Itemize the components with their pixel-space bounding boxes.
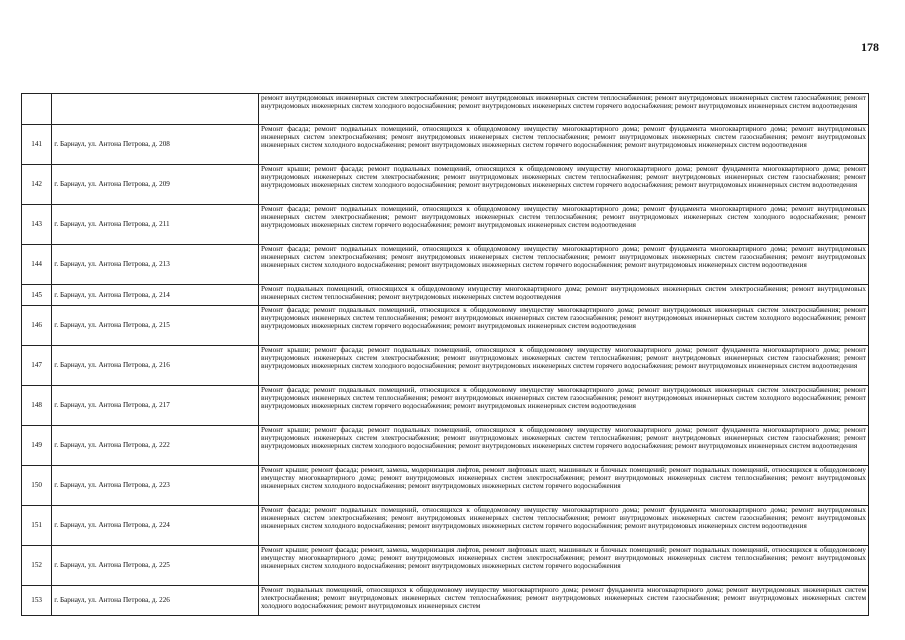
row-number: 142	[22, 165, 52, 205]
row-address: г. Барнаул, ул. Антона Петрова, д. 225	[52, 546, 259, 586]
table-row	[22, 205, 869, 245]
page-number: 178	[861, 40, 879, 54]
table-row	[22, 245, 869, 285]
row-number: 145	[22, 285, 52, 306]
row-works: Ремонт фасада; ремонт подвальных помещений, относящихся к общедомовому имуществу многоквартирного дома; ремонт фундамента многоквартирного дома; ремонт внутридомовых инженерных систем электроснабжения; ремонт внутридомовых инженерных систем теплоснабжения; ремонт внутридомовых инженерных систем газоснабжения; ремонт внутридомовых инженерных систем холодного водоснабжения; ремонт внутридомовых инженерных систем горячего водоснабжения; ремонт внутридомовых инженерных систем водоотведения	[258, 506, 868, 546]
table-row	[22, 306, 869, 346]
row-address: г. Барнаул, ул. Антона Петрова, д. 222	[52, 426, 259, 466]
table-row	[22, 386, 869, 426]
row-works: Ремонт фасада; ремонт подвальных помещений, относящихся к общедомовому имуществу многоквартирного дома; ремонт фундамента многоквартирного дома; ремонт внутридомовых инженерных систем электроснабжения; ремонт внутридомовых инженерных систем теплоснабжения; ремонт внутридомовых инженерных систем холодного водоснабжения; ремонт внутридомовых инженерных систем горячего водоснабжения; ремонт внутридомовых инженерных систем водоотведения	[258, 205, 868, 245]
row-number: 149	[22, 426, 52, 466]
row-number: 144	[22, 245, 52, 285]
row-number: 147	[22, 346, 52, 386]
row-number: 153	[22, 586, 52, 616]
row-number: 150	[22, 466, 52, 506]
row-address: г. Барнаул, ул. Антона Петрова, д. 211	[52, 205, 259, 245]
row-address: г. Барнаул, ул. Антона Петрова, д. 226	[52, 586, 259, 616]
row-address: г. Барнаул, ул. Антона Петрова, д. 223	[52, 466, 259, 506]
row-address: г. Барнаул, ул. Антона Петрова, д. 209	[52, 165, 259, 205]
row-number: 141	[22, 125, 52, 165]
row-address: г. Барнаул, ул. Антона Петрова, д. 214	[52, 285, 259, 306]
table-row	[22, 546, 869, 586]
table-row	[22, 586, 869, 616]
table-row	[22, 165, 869, 205]
row-works: Ремонт фасада; ремонт подвальных помещений, относящихся к общедомовому имуществу многоквартирного дома; ремонт фундамента многоквартирного дома; ремонт внутридомовых инженерных систем электроснабжения; ремонт внутридомовых инженерных систем теплоснабжения; ремонт внутридомовых инженерных систем газоснабжения; ремонт внутридомовых инженерных систем холодного водоснабжения; ремонт внутридомовых инженерных систем горячего водоснабжения; ремонт внутридомовых инженерных систем водоотведения	[258, 245, 868, 285]
table-row	[22, 125, 869, 165]
works-table-body	[22, 94, 869, 616]
row-address	[52, 94, 259, 125]
row-works: Ремонт крыши; ремонт фасада; ремонт, замена, модернизация лифтов, ремонт лифтовых шахт, машинных и блочных помещений; ремонт подвальных помещений, относящихся к общедомовому имуществу многоквартирного дома; ремонт внутридомовых инженерных систем электроснабжения; ремонт внутридомовых инженерных систем теплоснабжения; ремонт внутридомовых инженерных систем холодного водоснабжения; ремонт внутридомовых инженерных систем горячего водоснабжения	[258, 466, 868, 506]
row-works: Ремонт подвальных помещений, относящихся к общедомовому имуществу многоквартирного дома; ремонт внутридомовых инженерных систем электроснабжения; ремонт внутридомовых инженерных систем теплоснабжения; ремонт внутридомовых инженерных систем водоотведения	[258, 285, 868, 306]
row-works: ремонт внутридомовых инженерных систем электроснабжения; ремонт внутридомовых инженерных систем теплоснабжения; ремонт внутридомовых инженерных систем газоснабжения; ремонт внутридомовых инженерных систем холодного водоснабжения; ремонт внутридомовых инженерных систем горячего водоснабжения; ремонт внутридомовых инженерных систем водоотведения	[258, 94, 868, 125]
row-number: 152	[22, 546, 52, 586]
table-row	[22, 94, 869, 125]
table-row	[22, 346, 869, 386]
table-row	[22, 466, 869, 506]
row-works: Ремонт фасада; ремонт подвальных помещений, относящихся к общедомовому имуществу многоквартирного дома; ремонт внутридомовых инженерных систем электроснабжения; ремонт внутридомовых инженерных систем теплоснабжения; ремонт внутридомовых инженерных систем газоснабжения; ремонт внутридомовых инженерных систем холодного водоснабжения; ремонт внутридомовых инженерных систем горячего водоснабжения; ремонт внутридомовых инженерных систем водоотведения	[258, 386, 868, 426]
row-address: г. Барнаул, ул. Антона Петрова, д. 213	[52, 245, 259, 285]
table-row	[22, 506, 869, 546]
row-address: г. Барнаул, ул. Антона Петрова, д. 217	[52, 386, 259, 426]
row-works: Ремонт крыши; ремонт фасада; ремонт, замена, модернизация лифтов, ремонт лифтовых шахт, машинных и блочных помещений; ремонт подвальных помещений, относящихся к общедомовому имуществу многоквартирного дома; ремонт внутридомовых инженерных систем электроснабжения; ремонт внутридомовых инженерных систем теплоснабжения; ремонт внутридомовых инженерных систем холодного водоснабжения; ремонт внутридомовых инженерных систем горячего водоснабжения	[258, 546, 868, 586]
table-row	[22, 426, 869, 466]
table-row	[22, 285, 869, 306]
row-address: г. Барнаул, ул. Антона Петрова, д. 215	[52, 306, 259, 346]
row-number: 146	[22, 306, 52, 346]
row-address: г. Барнаул, ул. Антона Петрова, д. 216	[52, 346, 259, 386]
row-address: г. Барнаул, ул. Антона Петрова, д. 208	[52, 125, 259, 165]
row-works: Ремонт крыши; ремонт фасада; ремонт подвальных помещений, относящихся к общедомовому имуществу многоквартирного дома; ремонт фундамента многоквартирного дома; ремонт внутридомовых инженерных систем электроснабжения; ремонт внутридомовых инженерных систем теплоснабжения; ремонт внутридомовых инженерных систем газоснабжения; ремонт внутридомовых инженерных систем холодного водоснабжения; ремонт внутридомовых инженерных систем горячего водоснабжения; ремонт внутридомовых инженерных систем водоотведения	[258, 165, 868, 205]
row-works: Ремонт фасада; ремонт подвальных помещений, относящихся к общедомовому имуществу многоквартирного дома; ремонт внутридомовых инженерных систем электроснабжения; ремонт внутридомовых инженерных систем теплоснабжения; ремонт внутридомовых инженерных систем газоснабжения; ремонт внутридомовых инженерных систем холодного водоснабжения; ремонт внутридомовых инженерных систем горячего водоснабжения; ремонт внутридомовых инженерных систем водоотведения	[258, 306, 868, 346]
row-number: 151	[22, 506, 52, 546]
row-number: 148	[22, 386, 52, 426]
row-works: Ремонт фасада; ремонт подвальных помещений, относящихся к общедомовому имуществу многоквартирного дома; ремонт фундамента многоквартирного дома; ремонт внутридомовых инженерных систем электроснабжения; ремонт внутридомовых инженерных систем теплоснабжения; ремонт внутридомовых инженерных систем газоснабжения; ремонт внутридомовых инженерных систем холодного водоснабжения; ремонт внутридомовых инженерных систем горячего водоснабжения; ремонт внутридомовых инженерных систем водоотведения	[258, 125, 868, 165]
row-works: Ремонт крыши; ремонт фасада; ремонт подвальных помещений, относящихся к общедомовому имуществу многоквартирного дома; ремонт фундамента многоквартирного дома; ремонт внутридомовых инженерных систем электроснабжения; ремонт внутридомовых инженерных систем теплоснабжения; ремонт внутридомовых инженерных систем газоснабжения; ремонт внутридомовых инженерных систем холодного водоснабжения; ремонт внутридомовых инженерных систем горячего водоснабжения; ремонт внутридомовых инженерных систем водоотведения	[258, 346, 868, 386]
row-works: Ремонт подвальных помещений, относящихся к общедомовому имуществу многоквартирного дома; ремонт фундамента многоквартирного дома; ремонт внутридомовых инженерных систем электроснабжения; ремонт внутридомовых инженерных систем теплоснабжения; ремонт внутридомовых инженерных систем газоснабжения; ремонт внутридомовых инженерных систем холодного водоснабжения; ремонт внутридомовых инженерных систем	[258, 586, 868, 616]
works-table	[21, 93, 869, 616]
row-works: Ремонт крыши; ремонт фасада; ремонт подвальных помещений, относящихся к общедомовому имуществу многоквартирного дома; ремонт фундамента многоквартирного дома; ремонт внутридомовых инженерных систем электроснабжения; ремонт внутридомовых инженерных систем теплоснабжения; ремонт внутридомовых инженерных систем газоснабжения; ремонт внутридомовых инженерных систем холодного водоснабжения; ремонт внутридомовых инженерных систем горячего водоснабжения; ремонт внутридомовых инженерных систем водоотведения	[258, 426, 868, 466]
row-number	[22, 94, 52, 125]
row-address: г. Барнаул, ул. Антона Петрова, д. 224	[52, 506, 259, 546]
row-number: 143	[22, 205, 52, 245]
